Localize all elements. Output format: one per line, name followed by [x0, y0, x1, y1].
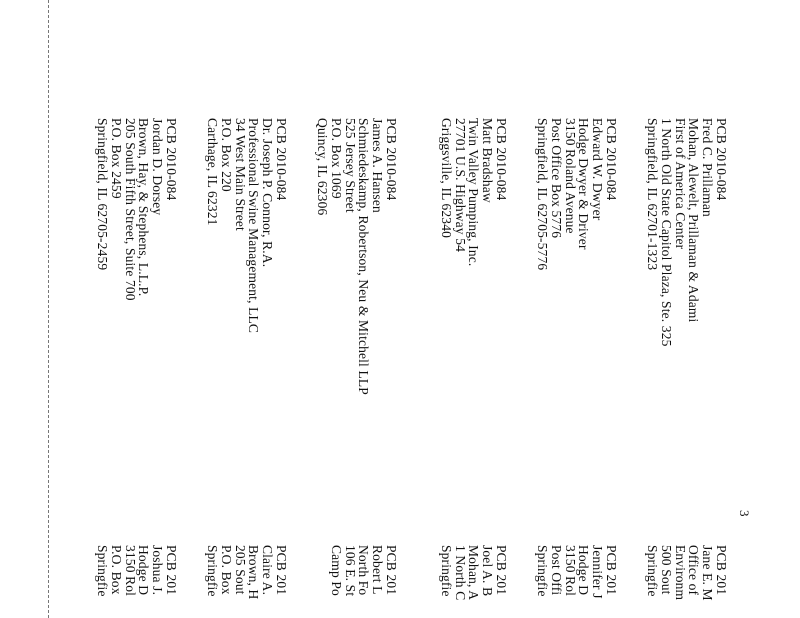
address-line: Camp Po — [328, 545, 344, 596]
case-number: PCB 2010-084 — [164, 118, 179, 201]
address-line: 500 Sout — [658, 545, 674, 595]
address-line: 3150 Rol — [562, 545, 578, 597]
case-number: PCB 2010-084 — [494, 118, 509, 201]
address-block — [95, 118, 178, 301]
address-line: Springfie — [645, 545, 661, 597]
address-block — [315, 118, 398, 395]
address-line: 1 North C — [452, 545, 468, 601]
address-line: Jordan D. Dorsey — [150, 118, 166, 216]
case-number: PCB 201 — [494, 545, 509, 596]
address-line: Hodge D — [576, 545, 592, 596]
case-number: PCB 2010-084 — [384, 118, 399, 201]
address-line: 3150 Roland Avenue — [562, 118, 578, 234]
case-number: PCB 201 — [604, 545, 619, 596]
address-line: Springfie — [535, 545, 551, 597]
address-line: Springfie — [95, 545, 111, 597]
case-number: PCB 201 — [164, 545, 179, 596]
address-line: 27701 U.S. Highway 54 — [452, 118, 468, 253]
address-line: Mohan, Alewelt, Prillaman & Adami — [686, 118, 702, 323]
address-line: P.O. Box 220 — [218, 118, 234, 192]
address-block — [329, 545, 398, 596]
address-line: Brown, Hay, & Stephens, L.L.P. — [136, 118, 152, 297]
address-line: 205 Sout — [232, 545, 248, 595]
address-line: Twin Valley Pumping, Inc. — [466, 118, 482, 267]
address-line: Claire A. — [260, 545, 276, 596]
address-line: Jennifer J — [590, 545, 606, 599]
address-line: Post Office Box 5776 — [548, 118, 564, 239]
address-block — [439, 118, 508, 266]
address-line: Springfield, IL 62701-1323 — [645, 118, 661, 271]
address-line: Springfield, IL 62705-2459 — [95, 118, 111, 271]
address-line: 34 West Main Street — [232, 118, 248, 231]
case-number: PCB 201 — [714, 545, 729, 596]
address-line: Brown, H — [246, 545, 262, 600]
address-line: P.O. Box 2459 — [108, 118, 124, 199]
address-line: Carthage, IL 62321 — [205, 118, 221, 226]
address-line: Quincy, IL 62306 — [315, 118, 331, 216]
address-line: P.O. Box 1069 — [328, 118, 344, 199]
address-line: P.O. Box — [108, 545, 124, 595]
address-line: James A. Hansen — [370, 118, 386, 213]
address-line: Springfield, IL 62705-5776 — [535, 118, 551, 271]
case-number: PCB 2010-084 — [604, 118, 619, 201]
address-block — [95, 545, 178, 597]
address-block — [205, 118, 288, 333]
address-line: Fred C. Prillaman — [700, 118, 716, 217]
address-line: Dr. Joseph P. Connor, R.A. — [260, 118, 276, 268]
address-line: Griggsville, IL 62340 — [438, 118, 454, 239]
address-block — [645, 545, 728, 601]
address-line: Edward W. Dwyer — [590, 118, 606, 221]
address-line: Hodge Dwyer & Driver — [576, 118, 592, 250]
case-number: PCB 201 — [274, 545, 289, 596]
address-line: Schmiedeskamp, Robertson, Neu & Mitchell LLP — [356, 118, 372, 395]
address-line: Post Offi — [548, 545, 564, 596]
address-line: Environm — [672, 545, 688, 601]
address-block — [535, 545, 618, 599]
address-line: Joel A. B — [480, 545, 496, 597]
address-line: Joshua J. — [150, 545, 166, 596]
address-line: Robert L — [370, 545, 386, 595]
address-line: 1 North Old State Capitol Plaza, Ste. 325 — [658, 118, 674, 347]
address-line: Springfie — [205, 545, 221, 597]
address-line: P.O. Box — [218, 545, 234, 595]
address-line: 205 South Fifth Street, Suite 700 — [122, 118, 138, 301]
case-number: PCB 201 — [384, 545, 399, 596]
address-line: 106 E. St — [342, 545, 358, 597]
address-line: First of America Center — [672, 118, 688, 250]
margin-dashed-line — [48, 0, 49, 618]
case-number: PCB 2010-084 — [274, 118, 289, 201]
address-block — [645, 118, 728, 347]
address-line: Springfie — [438, 545, 454, 597]
address-line: 525 Jersey Street — [342, 118, 358, 213]
address-line: Professional Swine Management, LLC — [246, 118, 262, 334]
address-line: 3150 Rol — [122, 545, 138, 597]
address-block — [535, 118, 618, 270]
address-line: North Fo — [356, 545, 372, 596]
address-line: Jane E. M — [700, 545, 716, 601]
case-number: PCB 2010-084 — [714, 118, 729, 201]
page-number: 3 — [737, 510, 752, 517]
address-block — [439, 545, 508, 600]
address-block — [205, 545, 288, 599]
address-line: Office of — [686, 545, 702, 596]
address-line: Hodge D — [136, 545, 152, 596]
address-line: Mohan, A — [466, 545, 482, 601]
address-line: Matt Bradshaw — [480, 118, 496, 203]
